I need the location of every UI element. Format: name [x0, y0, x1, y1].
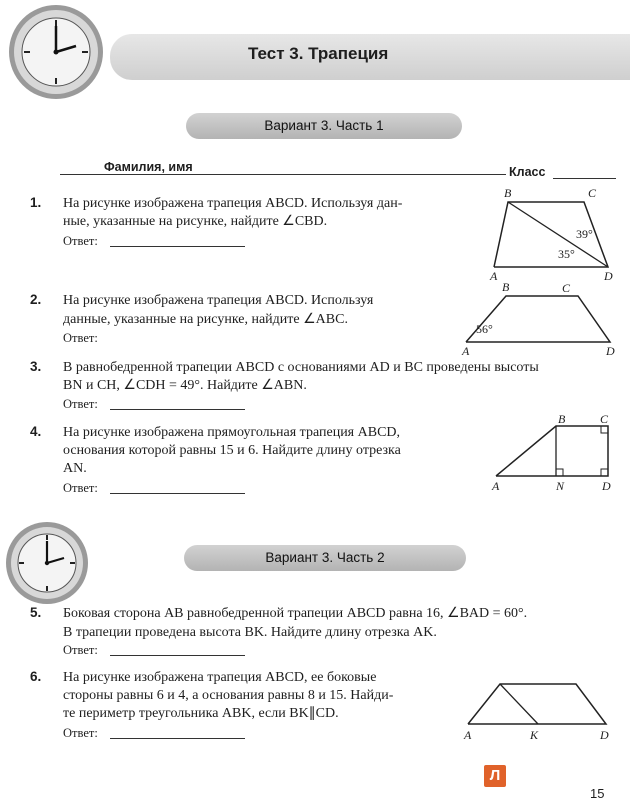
vertex-label: B — [502, 280, 510, 294]
vertex-label: C — [600, 412, 609, 426]
variant-2-heading: Вариант 3. Часть 2 — [184, 545, 466, 571]
vertex-label: D — [604, 269, 613, 283]
answer-field[interactable] — [110, 655, 245, 656]
answer-field[interactable] — [110, 409, 245, 410]
question-number: 5. — [30, 605, 42, 620]
variant-1-heading: Вариант 3. Часть 1 — [186, 113, 462, 139]
angle-label: 56° — [476, 322, 493, 336]
question-number: 1. — [30, 195, 42, 210]
question-text-line: В трапеции проведена высота BK. Найдите длину отрезка AK. — [63, 625, 437, 640]
class-label: Класс — [509, 165, 546, 179]
question-text-line: На рисунке изображена трапеция ABCD, ее боковые — [63, 670, 377, 685]
vertex-label: C — [588, 186, 597, 200]
figure-right-trapezoid — [484, 412, 624, 496]
name-field[interactable] — [60, 174, 506, 175]
question-number: 3. — [30, 359, 42, 374]
question-text-line: основания которой равны 15 и 6. Найдите длину отрезка — [63, 443, 401, 458]
vertex-label: C — [562, 281, 571, 295]
answer-field[interactable] — [110, 493, 245, 494]
question-text-line: данные, указанные на рисунке, найдите ∠ABC. — [63, 312, 348, 327]
class-field[interactable] — [553, 178, 616, 179]
figure-trapezoid-1 — [484, 184, 624, 284]
angle-label: 35° — [558, 247, 575, 261]
publisher-logo: Л — [484, 765, 506, 787]
page-title: Тест 3. Трапеция — [248, 44, 389, 63]
vertex-label: N — [556, 479, 565, 493]
question-text-line: На рисунке изображена прямоугольная трапеция ABCD, — [63, 425, 401, 440]
question-text-line: Боковая сторона AB равнобедренной трапеции ABCD равна 16, ∠BAD = 60°. — [63, 606, 528, 621]
question-text-line: На рисунке изображена трапеция ABCD. Используя — [63, 293, 374, 308]
clock-icon — [6, 2, 106, 102]
answer-label: Ответ: — [63, 397, 98, 411]
clock-icon — [4, 520, 90, 606]
vertex-label: A — [490, 269, 498, 283]
vertex-label: D — [600, 728, 609, 742]
question-number: 4. — [30, 424, 42, 439]
vertex-label: D — [606, 344, 615, 358]
question-text-line: те периметр треугольника ABK, если BK∥CD. — [63, 706, 339, 721]
question-text-line: На рисунке изображена трапеция ABCD. Используя дан- — [63, 196, 403, 211]
page-number: 15 — [590, 786, 605, 801]
vertex-label: D — [602, 479, 611, 493]
vertex-label: A — [464, 728, 472, 742]
answer-field[interactable] — [110, 738, 245, 739]
question-text-line: ные, указанные на рисунке, найдите ∠CBD. — [63, 214, 328, 229]
question-text-line: стороны равны 6 и 4, а основания равны 8 и 15. Найди- — [63, 688, 394, 703]
question-number: 2. — [30, 292, 42, 307]
answer-label: Ответ: — [63, 726, 98, 740]
question-number: 6. — [30, 669, 42, 684]
vertex-label: K — [530, 728, 539, 742]
figure-trapezoid-2 — [460, 280, 625, 360]
answer-field[interactable] — [110, 246, 245, 247]
answer-label: Ответ: — [63, 481, 98, 495]
question-text-line: В равнобедренной трапеции ABCD с основаниями AD и BC проведены высоты — [63, 360, 539, 375]
angle-label: 39° — [576, 227, 593, 241]
vertex-label: A — [462, 344, 470, 358]
vertex-label: B — [558, 412, 566, 426]
figure-trapezoid-6 — [460, 678, 620, 744]
answer-label: Ответ: — [63, 331, 98, 345]
question-text-line: BN и CH, ∠CDH = 49°. Найдите ∠ABN. — [63, 378, 307, 393]
name-label: Фамилия, имя — [104, 160, 193, 174]
question-text-line: AN. — [63, 461, 87, 476]
vertex-label: B — [504, 186, 512, 200]
answer-label: Ответ: — [63, 643, 98, 657]
answer-label: Ответ: — [63, 234, 98, 248]
vertex-label: A — [492, 479, 500, 493]
